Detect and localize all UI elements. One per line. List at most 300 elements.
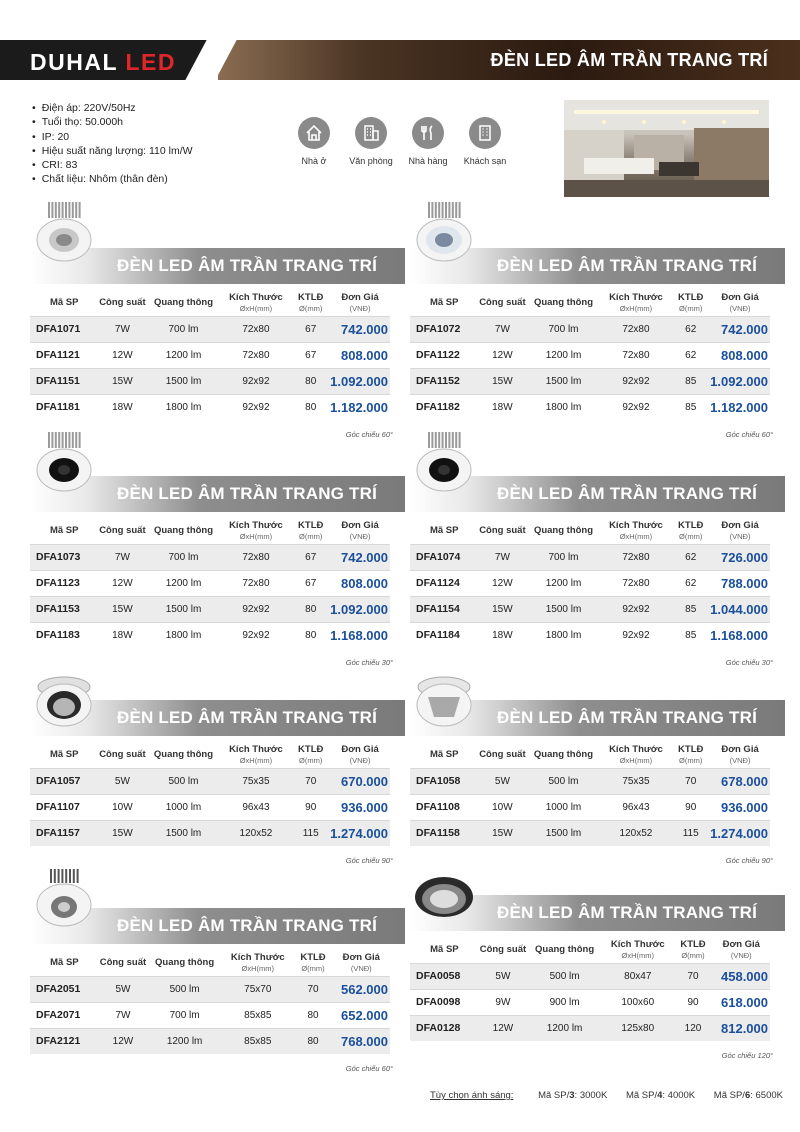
lumen-cell: 1800 lm bbox=[526, 394, 600, 420]
col-header-code: Mã SP bbox=[49, 749, 79, 761]
table-row bbox=[410, 544, 770, 570]
power-cell: 10W bbox=[98, 794, 146, 820]
house-icon bbox=[298, 117, 330, 149]
col-header-power: Công suất bbox=[479, 944, 527, 956]
lumen-cell: 500 lm bbox=[527, 963, 602, 989]
block-title: ĐÈN LED ÂM TRẦN TRANG TRÍ bbox=[497, 256, 757, 275]
size-cell: 92x92 bbox=[601, 368, 672, 394]
power-cell: 7W bbox=[478, 316, 526, 342]
size-cell: 72x80 bbox=[601, 570, 672, 596]
col-header-code: Mã SP bbox=[49, 297, 79, 309]
cutout-cell: 85 bbox=[671, 622, 710, 648]
cutout-cell: 70 bbox=[293, 976, 332, 1002]
spec-item: • Điện áp: 220V/50Hz bbox=[32, 101, 193, 115]
power-cell: 18W bbox=[478, 394, 526, 420]
table-row bbox=[30, 794, 390, 820]
lumen-cell: 1500 lm bbox=[146, 368, 220, 394]
col-header-lumen: Quang thông bbox=[153, 297, 214, 309]
power-cell: 5W bbox=[99, 976, 147, 1002]
size-cell: 75x35 bbox=[221, 768, 292, 794]
power-cell: 12W bbox=[99, 1028, 147, 1054]
table-row bbox=[30, 394, 390, 420]
spec-item: • Chất liệu: Nhôm (thân đèn) bbox=[32, 172, 193, 186]
col-header-size: Kích Thước ØxH(mm) bbox=[230, 951, 285, 973]
price-cell: 562.000 bbox=[333, 976, 390, 1002]
col-header-size: Kích Thước ØxH(mm) bbox=[229, 519, 283, 541]
lumen-cell: 500 lm bbox=[146, 768, 220, 794]
product-table bbox=[410, 290, 770, 420]
product-code: DFA0098 bbox=[410, 989, 479, 1015]
size-cell: 85x85 bbox=[222, 1028, 293, 1054]
price-cell: 458.000 bbox=[713, 963, 770, 989]
col-header-cutout: KTLĐ Ø(mm) bbox=[678, 519, 704, 541]
col-header-lumen: Quang thông bbox=[533, 525, 594, 537]
power-cell: 12W bbox=[478, 570, 526, 596]
power-cell: 18W bbox=[98, 622, 146, 648]
block-title: ĐÈN LED ÂM TRẦN TRANG TRÍ bbox=[117, 708, 377, 727]
product-code: DFA1057 bbox=[30, 768, 98, 794]
price-cell: 726.000 bbox=[710, 544, 770, 570]
product-code: DFA2121 bbox=[30, 1028, 99, 1054]
lumen-cell: 1200 lm bbox=[526, 570, 600, 596]
col-header-power: Công suất bbox=[479, 525, 526, 537]
col-header-cutout: KTLĐ Ø(mm) bbox=[680, 938, 706, 960]
power-cell: 10W bbox=[478, 794, 526, 820]
lumen-cell: 900 lm bbox=[527, 989, 602, 1015]
col-header-price: Đơn Giá (VNĐ) bbox=[342, 951, 380, 973]
app-home bbox=[285, 117, 343, 166]
office-building-icon bbox=[355, 117, 387, 149]
beam-angle-note: Góc chiếu 90° bbox=[345, 856, 393, 865]
product-table bbox=[30, 950, 390, 1054]
product-code: DFA1153 bbox=[30, 596, 98, 622]
price-cell: 1.044.000 bbox=[710, 596, 770, 622]
table-row bbox=[410, 596, 770, 622]
product-code: DFA1074 bbox=[410, 544, 478, 570]
table-row bbox=[30, 596, 390, 622]
cutout-cell: 62 bbox=[671, 544, 710, 570]
size-cell: 72x80 bbox=[601, 316, 672, 342]
cutout-cell: 67 bbox=[291, 570, 330, 596]
table-row bbox=[410, 316, 770, 342]
brand-accent: LED bbox=[125, 49, 176, 75]
price-cell: 936.000 bbox=[330, 794, 390, 820]
cutout-cell: 90 bbox=[673, 989, 712, 1015]
beam-angle-note: Góc chiếu 60° bbox=[345, 430, 393, 439]
cutout-cell: 80 bbox=[293, 1002, 332, 1028]
size-cell: 92x92 bbox=[601, 622, 672, 648]
col-header-price: Đơn Giá (VNĐ) bbox=[341, 519, 379, 541]
product-table bbox=[410, 937, 770, 1041]
lumen-cell: 500 lm bbox=[147, 976, 222, 1002]
size-cell: 120x52 bbox=[221, 820, 292, 846]
table-row bbox=[30, 544, 390, 570]
col-header-cutout: KTLĐ Ø(mm) bbox=[678, 743, 704, 765]
product-code: DFA1107 bbox=[30, 794, 98, 820]
size-cell: 72x80 bbox=[221, 342, 292, 368]
product-table bbox=[30, 290, 390, 420]
col-header-power: Công suất bbox=[99, 957, 147, 969]
lumen-cell: 1200 lm bbox=[146, 342, 220, 368]
col-header-size: Kích Thước ØxH(mm) bbox=[609, 519, 663, 541]
power-cell: 12W bbox=[98, 570, 146, 596]
table-row bbox=[410, 963, 770, 989]
col-header-size: Kích Thước ØxH(mm) bbox=[229, 743, 283, 765]
table-row bbox=[30, 1028, 390, 1054]
power-cell: 7W bbox=[99, 1002, 147, 1028]
col-header-code: Mã SP bbox=[49, 525, 79, 537]
price-cell: 788.000 bbox=[710, 570, 770, 596]
downlight-product-image bbox=[414, 865, 474, 927]
power-cell: 15W bbox=[478, 596, 526, 622]
col-header-code: Mã SP bbox=[429, 749, 459, 761]
spec-item: • IP: 20 bbox=[32, 130, 193, 144]
page-title: ĐÈN LED ÂM TRẦN TRANG TRÍ bbox=[490, 50, 768, 70]
app-label: Nhà hàng bbox=[408, 156, 448, 166]
table-row bbox=[30, 368, 390, 394]
product-code: DFA1154 bbox=[410, 596, 478, 622]
col-header-size: Kích Thước ØxH(mm) bbox=[609, 743, 663, 765]
table-row bbox=[410, 989, 770, 1015]
downlight-product-image bbox=[34, 865, 94, 927]
table-row bbox=[410, 622, 770, 648]
product-table bbox=[30, 518, 390, 648]
col-header-size: Kích Thước ØxH(mm) bbox=[609, 291, 663, 313]
price-cell: 1.168.000 bbox=[710, 622, 770, 648]
size-cell: 85x85 bbox=[222, 1002, 293, 1028]
table-row bbox=[410, 768, 770, 794]
room-photo bbox=[564, 100, 769, 197]
brand-main: DUHAL bbox=[30, 49, 118, 75]
block-title: ĐÈN LED ÂM TRẦN TRANG TRÍ bbox=[497, 708, 757, 727]
table-row bbox=[30, 768, 390, 794]
size-cell: 92x92 bbox=[221, 622, 292, 648]
product-code: DFA1121 bbox=[30, 342, 98, 368]
product-code: DFA2051 bbox=[30, 976, 99, 1002]
beam-angle-note: Góc chiếu 30° bbox=[345, 658, 393, 667]
size-cell: 72x80 bbox=[221, 570, 292, 596]
light-option: Mã SP/4: 4000K bbox=[625, 1090, 696, 1101]
cutout-cell: 90 bbox=[291, 794, 330, 820]
lumen-cell: 500 lm bbox=[526, 768, 600, 794]
cutout-cell: 120 bbox=[673, 1015, 712, 1041]
price-cell: 742.000 bbox=[330, 316, 390, 342]
lumen-cell: 1000 lm bbox=[526, 794, 600, 820]
price-cell: 1.274.000 bbox=[710, 820, 770, 846]
app-hotel bbox=[456, 117, 514, 166]
size-cell: 92x92 bbox=[221, 368, 292, 394]
product-code: DFA0128 bbox=[410, 1015, 479, 1041]
size-cell: 92x92 bbox=[221, 394, 292, 420]
lumen-cell: 1500 lm bbox=[146, 596, 220, 622]
block-title: ĐÈN LED ÂM TRẦN TRANG TRÍ bbox=[497, 484, 757, 503]
price-cell: 618.000 bbox=[713, 989, 770, 1015]
lumen-cell: 1200 lm bbox=[527, 1015, 602, 1041]
brand-logo bbox=[30, 49, 176, 76]
price-cell: 808.000 bbox=[710, 342, 770, 368]
product-code: DFA1152 bbox=[410, 368, 478, 394]
size-cell: 72x80 bbox=[221, 316, 292, 342]
price-cell: 808.000 bbox=[330, 342, 390, 368]
cutout-cell: 62 bbox=[671, 316, 710, 342]
price-cell: 1.168.000 bbox=[330, 622, 390, 648]
power-cell: 5W bbox=[478, 768, 526, 794]
lumen-cell: 700 lm bbox=[146, 316, 220, 342]
table-row bbox=[410, 342, 770, 368]
downlight-product-image bbox=[414, 430, 474, 492]
block-title: ĐÈN LED ÂM TRẦN TRANG TRÍ bbox=[117, 256, 377, 275]
downlight-product-image bbox=[414, 200, 474, 262]
cutout-cell: 70 bbox=[673, 963, 712, 989]
beam-angle-note: Góc chiếu 60° bbox=[345, 1064, 393, 1073]
cutout-cell: 80 bbox=[291, 596, 330, 622]
room-illustration bbox=[564, 100, 769, 197]
cutout-cell: 80 bbox=[293, 1028, 332, 1054]
size-cell: 120x52 bbox=[601, 820, 672, 846]
size-cell: 96x43 bbox=[601, 794, 672, 820]
hotel-icon bbox=[469, 117, 501, 149]
cutout-cell: 62 bbox=[671, 342, 710, 368]
size-cell: 96x43 bbox=[221, 794, 292, 820]
cutout-cell: 85 bbox=[671, 596, 710, 622]
size-cell: 80x47 bbox=[602, 963, 673, 989]
product-code: DFA1122 bbox=[410, 342, 478, 368]
price-cell: 678.000 bbox=[710, 768, 770, 794]
col-header-lumen: Quang thông bbox=[535, 944, 595, 956]
app-restaurant bbox=[399, 117, 457, 166]
spec-list bbox=[32, 101, 193, 187]
cutout-cell: 115 bbox=[291, 820, 330, 846]
block-title: ĐÈN LED ÂM TRẦN TRANG TRÍ bbox=[117, 916, 377, 935]
col-header-price: Đơn Giá (VNĐ) bbox=[721, 291, 759, 313]
size-cell: 72x80 bbox=[601, 342, 672, 368]
spec-item: • Tuổi thọ: 50.000h bbox=[32, 115, 193, 129]
col-header-price: Đơn Giá (VNĐ) bbox=[721, 519, 759, 541]
col-header-lumen: Quang thông bbox=[155, 957, 215, 969]
table-row bbox=[30, 976, 390, 1002]
cutout-cell: 85 bbox=[671, 368, 710, 394]
product-code: DFA1158 bbox=[410, 820, 478, 846]
product-code: DFA1071 bbox=[30, 316, 98, 342]
power-cell: 7W bbox=[98, 316, 146, 342]
cutout-cell: 115 bbox=[671, 820, 710, 846]
col-header-cutout: KTLĐ Ø(mm) bbox=[298, 519, 324, 541]
lumen-cell: 1200 lm bbox=[526, 342, 600, 368]
col-header-price: Đơn Giá (VNĐ) bbox=[722, 938, 760, 960]
product-code: DFA1151 bbox=[30, 368, 98, 394]
cutout-cell: 80 bbox=[291, 394, 330, 420]
price-cell: 1.092.000 bbox=[330, 368, 390, 394]
price-cell: 1.182.000 bbox=[330, 394, 390, 420]
spec-item: • CRI: 83 bbox=[32, 158, 193, 172]
lumen-cell: 1200 lm bbox=[146, 570, 220, 596]
lumen-cell: 1800 lm bbox=[526, 622, 600, 648]
size-cell: 72x80 bbox=[601, 544, 672, 570]
power-cell: 15W bbox=[98, 368, 146, 394]
cutout-cell: 70 bbox=[671, 768, 710, 794]
power-cell: 15W bbox=[98, 596, 146, 622]
col-header-lumen: Quang thông bbox=[533, 749, 594, 761]
price-cell: 1.182.000 bbox=[710, 394, 770, 420]
table-row bbox=[410, 368, 770, 394]
col-header-cutout: KTLĐ Ø(mm) bbox=[298, 743, 324, 765]
power-cell: 12W bbox=[98, 342, 146, 368]
beam-angle-note: Góc chiếu 90° bbox=[725, 856, 773, 865]
beam-angle-note: Góc chiếu 120° bbox=[721, 1051, 773, 1060]
col-header-price: Đơn Giá (VNĐ) bbox=[721, 743, 759, 765]
power-cell: 5W bbox=[98, 768, 146, 794]
product-code: DFA1123 bbox=[30, 570, 98, 596]
cutout-cell: 85 bbox=[671, 394, 710, 420]
product-code: DFA1073 bbox=[30, 544, 98, 570]
downlight-product-image bbox=[414, 665, 474, 727]
cutout-cell: 80 bbox=[291, 368, 330, 394]
col-header-power: Công suất bbox=[99, 297, 146, 309]
spec-item: • Hiệu suất năng lượng: 110 lm/W bbox=[32, 144, 193, 158]
power-cell: 7W bbox=[478, 544, 526, 570]
col-header-cutout: KTLĐ Ø(mm) bbox=[298, 291, 324, 313]
col-header-price: Đơn Giá (VNĐ) bbox=[341, 743, 379, 765]
app-label: Văn phòng bbox=[349, 156, 393, 166]
size-cell: 92x92 bbox=[601, 596, 672, 622]
product-code: DFA1183 bbox=[30, 622, 98, 648]
lumen-cell: 1500 lm bbox=[526, 596, 600, 622]
table-row bbox=[410, 570, 770, 596]
col-header-price: Đơn Giá (VNĐ) bbox=[341, 291, 379, 313]
lumen-cell: 700 lm bbox=[526, 544, 600, 570]
power-cell: 15W bbox=[478, 820, 526, 846]
app-label: Nhà ở bbox=[301, 156, 327, 166]
power-cell: 5W bbox=[479, 963, 527, 989]
col-header-power: Công suất bbox=[99, 749, 146, 761]
lumen-cell: 1500 lm bbox=[526, 820, 600, 846]
downlight-product-image bbox=[34, 430, 94, 492]
application-icons bbox=[285, 117, 510, 177]
col-header-cutout: KTLĐ Ø(mm) bbox=[678, 291, 704, 313]
product-code: DFA1108 bbox=[410, 794, 478, 820]
size-cell: 75x35 bbox=[601, 768, 672, 794]
beam-angle-note: Góc chiếu 30° bbox=[725, 658, 773, 667]
table-row bbox=[30, 316, 390, 342]
size-cell: 92x92 bbox=[601, 394, 672, 420]
col-header-code: Mã SP bbox=[50, 957, 79, 969]
power-cell: 7W bbox=[98, 544, 146, 570]
block-title: ĐÈN LED ÂM TRẦN TRANG TRÍ bbox=[117, 484, 377, 503]
col-header-code: Mã SP bbox=[429, 297, 459, 309]
col-header-lumen: Quang thông bbox=[153, 525, 214, 537]
table-row bbox=[30, 1002, 390, 1028]
price-cell: 670.000 bbox=[330, 768, 390, 794]
size-cell: 100x60 bbox=[602, 989, 673, 1015]
block-title: ĐÈN LED ÂM TRẦN TRANG TRÍ bbox=[497, 903, 757, 922]
price-cell: 1.274.000 bbox=[330, 820, 390, 846]
cutout-cell: 67 bbox=[291, 316, 330, 342]
table-row bbox=[30, 570, 390, 596]
lumen-cell: 1500 lm bbox=[146, 820, 220, 846]
table-row bbox=[410, 820, 770, 846]
power-cell: 12W bbox=[479, 1015, 527, 1041]
price-cell: 768.000 bbox=[333, 1028, 390, 1054]
table-row bbox=[410, 1015, 770, 1041]
downlight-product-image bbox=[34, 665, 94, 727]
col-header-power: Công suất bbox=[479, 297, 526, 309]
product-code: DFA1072 bbox=[410, 316, 478, 342]
col-header-lumen: Quang thông bbox=[153, 749, 214, 761]
cutout-cell: 80 bbox=[291, 622, 330, 648]
power-cell: 18W bbox=[478, 622, 526, 648]
col-header-power: Công suất bbox=[479, 749, 526, 761]
product-code: DFA1157 bbox=[30, 820, 98, 846]
table-row bbox=[410, 794, 770, 820]
col-header-size: Kích Thước ØxH(mm) bbox=[229, 291, 283, 313]
power-cell: 12W bbox=[478, 342, 526, 368]
table-row bbox=[30, 820, 390, 846]
price-cell: 1.092.000 bbox=[330, 596, 390, 622]
price-cell: 742.000 bbox=[330, 544, 390, 570]
product-code: DFA1058 bbox=[410, 768, 478, 794]
price-cell: 1.092.000 bbox=[710, 368, 770, 394]
price-cell: 652.000 bbox=[333, 1002, 390, 1028]
product-code: DFA2071 bbox=[30, 1002, 99, 1028]
product-table bbox=[30, 742, 390, 846]
beam-angle-note: Góc chiếu 60° bbox=[725, 430, 773, 439]
lumen-cell: 1500 lm bbox=[526, 368, 600, 394]
lumen-cell: 700 lm bbox=[526, 316, 600, 342]
product-table bbox=[410, 742, 770, 846]
power-cell: 9W bbox=[479, 989, 527, 1015]
product-code: DFA1184 bbox=[410, 622, 478, 648]
cutout-cell: 62 bbox=[671, 570, 710, 596]
product-code: DFA0058 bbox=[410, 963, 479, 989]
price-cell: 742.000 bbox=[710, 316, 770, 342]
power-cell: 15W bbox=[478, 368, 526, 394]
product-table bbox=[410, 518, 770, 648]
lumen-cell: 1000 lm bbox=[146, 794, 220, 820]
lumen-cell: 1200 lm bbox=[147, 1028, 222, 1054]
light-options-label: Tùy chọn ánh sáng: bbox=[430, 1090, 514, 1101]
price-cell: 936.000 bbox=[710, 794, 770, 820]
power-cell: 18W bbox=[98, 394, 146, 420]
power-cell: 15W bbox=[98, 820, 146, 846]
app-label: Khách sạn bbox=[463, 156, 507, 166]
product-code: DFA1181 bbox=[30, 394, 98, 420]
col-header-power: Công suất bbox=[99, 525, 146, 537]
table-row bbox=[410, 394, 770, 420]
size-cell: 75x70 bbox=[222, 976, 293, 1002]
cutout-cell: 67 bbox=[291, 342, 330, 368]
size-cell: 125x80 bbox=[602, 1015, 673, 1041]
table-row bbox=[30, 622, 390, 648]
light-option: Mã SP/6: 6500K bbox=[713, 1090, 783, 1101]
col-header-code: Mã SP bbox=[430, 944, 459, 956]
size-cell: 92x92 bbox=[221, 596, 292, 622]
cutout-cell: 70 bbox=[291, 768, 330, 794]
light-options bbox=[430, 1090, 783, 1101]
cutout-cell: 90 bbox=[671, 794, 710, 820]
app-office bbox=[342, 117, 400, 166]
lumen-cell: 1800 lm bbox=[146, 622, 220, 648]
col-header-lumen: Quang thông bbox=[533, 297, 594, 309]
table-row bbox=[30, 342, 390, 368]
col-header-cutout: KTLĐ Ø(mm) bbox=[300, 951, 326, 973]
product-code: DFA1124 bbox=[410, 570, 478, 596]
light-option: Mã SP/3: 3000K bbox=[538, 1090, 608, 1101]
col-header-code: Mã SP bbox=[429, 525, 459, 537]
lumen-cell: 1800 lm bbox=[146, 394, 220, 420]
restaurant-icon bbox=[412, 117, 444, 149]
size-cell: 72x80 bbox=[221, 544, 292, 570]
price-cell: 812.000 bbox=[713, 1015, 770, 1041]
